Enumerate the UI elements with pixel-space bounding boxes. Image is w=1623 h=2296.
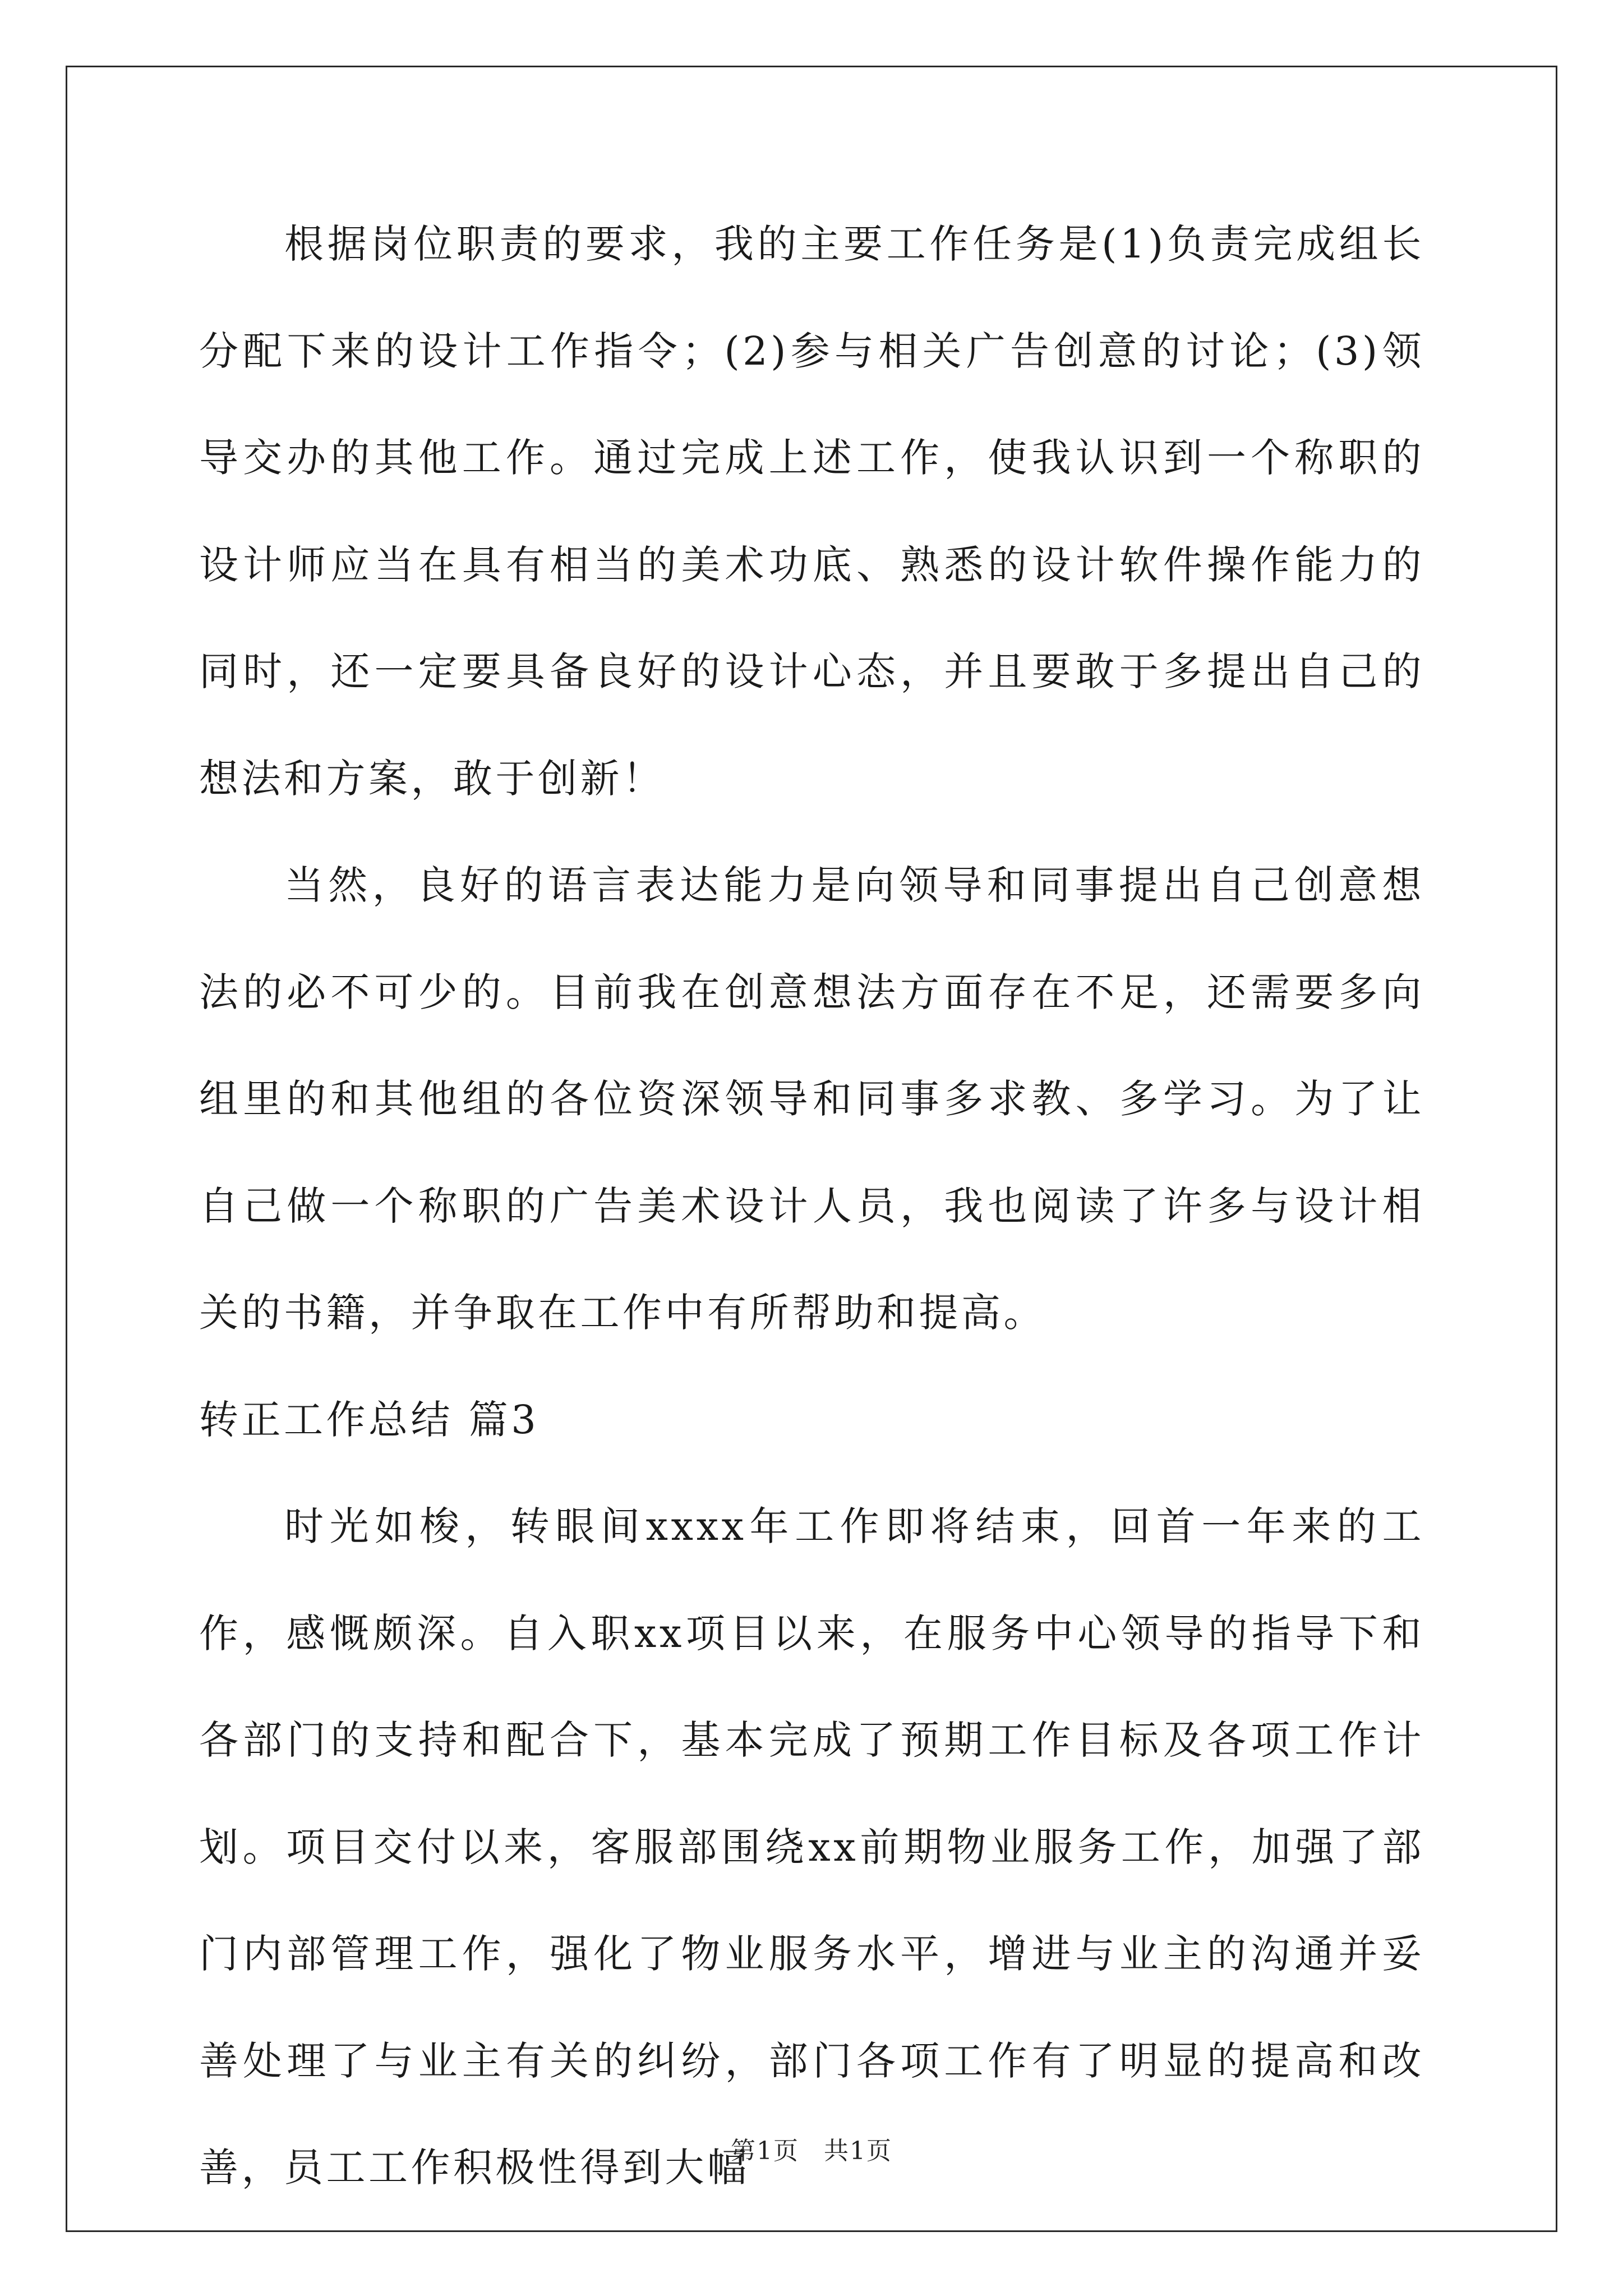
page-footer — [0, 2131, 1623, 2166]
paragraph-2: 当然，良好的语言表达能力是向领导和同事提出自己创意想法的必不可少的。目前我在创意想法方面存在不足，还需要多向组里的和其他组的各位资深领导和同事多求教、多学习。为了让自己做一个称职的广告美术设计人员，我也阅读了许多与设计相关的书籍，并争取在工作中有所帮助和提高。 — [199, 862, 1424, 1336]
paragraph-3: 时光如梭，转眼间xxxx年工作即将结束，回首一年来的工作，感慨颇深。自入职xx项目以来，在服务中心领导的指导下和各部门的支持和配合下，基本完成了预期工作目标及各项工作计划。项目交付以来，客服部围绕xx前期物业服务工作，加强了部门内部管理工作，强化了物业服务水平，增进与业主的沟通并妥善处理了与业主有关的纠纷，部门各项工作有了明显的提高和改善，员工工作积极性得到大幅 — [199, 1503, 1424, 2191]
document-body — [199, 191, 1424, 2221]
page-number: 第1页 — [731, 2137, 799, 2165]
page-total: 共1页 — [824, 2137, 892, 2165]
section-heading: 转正工作总结 篇3 — [199, 1396, 540, 1443]
paragraph-1: 根据岗位职责的要求，我的主要工作任务是(1)负责完成组长分配下来的设计工作指令；(2)参与相关广告创意的讨论；(3)领导交办的其他工作。通过完成上述工作，使我认识到一个称职的设计师应当在具有相当的美术功底、熟悉的设计软件操作能力的同时，还一定要具备良好的设计心态，并且要敢于多提出自己的想法和方案，敢于创新！ — [199, 221, 1424, 802]
